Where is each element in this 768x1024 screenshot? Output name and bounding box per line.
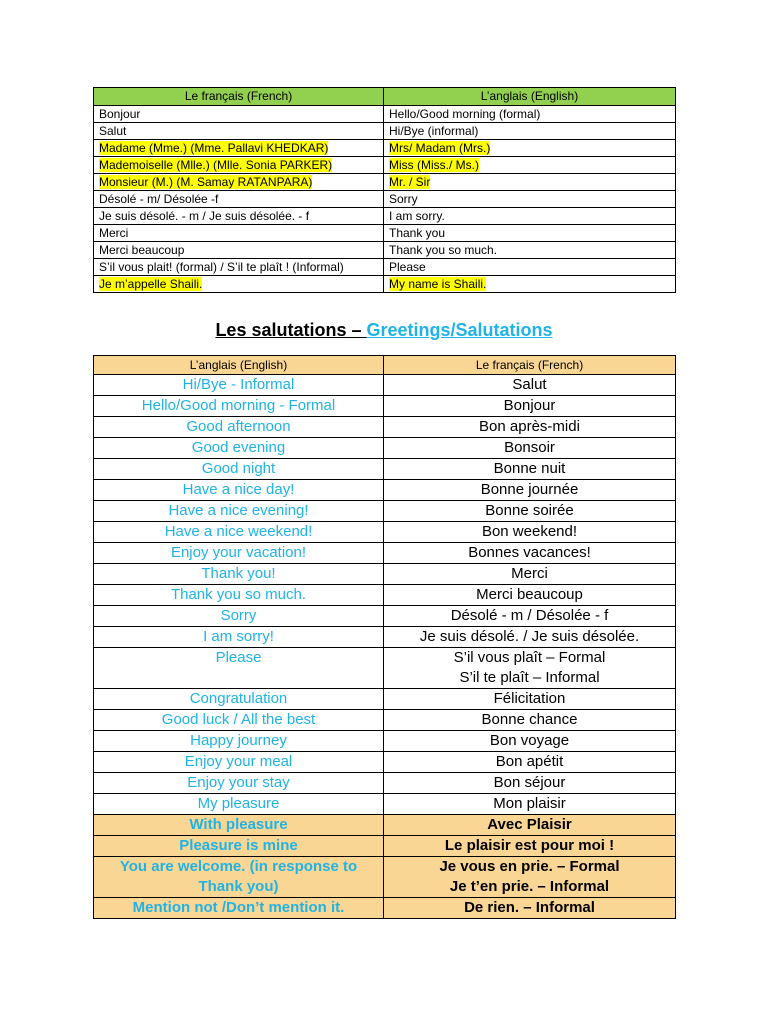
table-row — [94, 191, 676, 208]
cell-english — [94, 606, 384, 627]
cell-french — [384, 606, 676, 627]
table-row — [94, 773, 676, 794]
cell-english — [94, 857, 384, 898]
cell-text: Enjoy your meal — [184, 753, 293, 770]
cell-text: Pleasure is mine — [179, 837, 298, 854]
cell-french — [94, 276, 384, 293]
cell-text: Bon séjour — [493, 774, 566, 791]
cell-french — [384, 689, 676, 710]
cell-french — [94, 225, 384, 242]
cell-french — [384, 501, 676, 522]
cell-english — [94, 522, 384, 543]
cell-french — [94, 123, 384, 140]
cell-text: Avec Plaisir — [487, 816, 572, 833]
cell-french — [384, 438, 676, 459]
cell-english — [384, 242, 676, 259]
cell-english — [384, 191, 676, 208]
table-row — [94, 794, 676, 815]
table-row — [94, 157, 676, 174]
table-header-row — [94, 88, 676, 106]
cell-french — [384, 898, 676, 919]
cell-text: My pleasure — [197, 795, 280, 812]
table-row — [94, 731, 676, 752]
cell-text: Bonjour — [99, 106, 141, 121]
table-row — [94, 585, 676, 606]
cell-english — [94, 710, 384, 731]
cell-english — [94, 564, 384, 585]
cell-text: Je m’appelle Shaili. — [99, 276, 203, 291]
cell-text: Bonne chance — [481, 711, 578, 728]
cell-text: With pleasure — [189, 816, 288, 833]
cell-french — [94, 242, 384, 259]
cell-text-line2: S’il te plaît – Informal — [459, 669, 600, 686]
column-header-english: L’anglais (English) — [94, 356, 384, 375]
table-row — [94, 259, 676, 276]
table-row — [94, 480, 676, 501]
table-row — [94, 123, 676, 140]
table-row — [94, 606, 676, 627]
cell-text: S’il vous plait! (formal) / S’il te plaît ! (Informal) — [99, 259, 344, 274]
cell-text: Good night — [201, 460, 276, 477]
cell-text: Salut — [512, 376, 547, 393]
cell-text: Thank you — [389, 225, 446, 240]
table-row — [94, 225, 676, 242]
cell-english — [94, 773, 384, 794]
cell-text: Bonjour — [503, 397, 556, 414]
cell-text: De rien. – Informal — [464, 899, 595, 916]
cell-english — [94, 501, 384, 522]
cell-english — [94, 836, 384, 857]
cell-french — [94, 106, 384, 123]
table-row — [94, 501, 676, 522]
cell-french — [94, 191, 384, 208]
table-row — [94, 459, 676, 480]
title-english: Greetings/Salutations — [366, 320, 553, 340]
cell-text: Bonne nuit — [493, 460, 566, 477]
table-row — [94, 174, 676, 191]
table-row — [94, 648, 676, 689]
cell-text: Thank you so much. — [389, 242, 498, 257]
cell-english — [94, 543, 384, 564]
section-title — [0, 320, 768, 341]
cell-text: Je vous en prie. – Formal — [439, 858, 620, 875]
cell-text: Miss (Miss./ Ms.) — [389, 157, 479, 172]
cell-french — [384, 815, 676, 836]
table-row — [94, 417, 676, 438]
cell-text: Bon après-midi — [479, 418, 580, 435]
table-row — [94, 898, 676, 919]
cell-text: You are welcome. (in response to — [119, 858, 358, 875]
title-dash: – — [346, 320, 367, 340]
cell-text: Mr. / Sir — [389, 174, 431, 189]
cell-french — [94, 208, 384, 225]
cell-english — [94, 627, 384, 648]
cell-text: Madame (Mme.) (Mme. Pallavi KHEDKAR) — [99, 140, 329, 155]
cell-text: Have a nice weekend! — [164, 523, 313, 540]
cell-english — [384, 225, 676, 242]
cell-english — [384, 208, 676, 225]
cell-english — [94, 689, 384, 710]
cell-text: Enjoy your stay — [187, 774, 290, 791]
cell-english — [384, 157, 676, 174]
cell-text: Je suis désolé. - m / Je suis désolée. - f — [99, 208, 310, 223]
cell-french — [384, 375, 676, 396]
cell-french — [384, 773, 676, 794]
table-row — [94, 543, 676, 564]
cell-text: Happy journey — [190, 732, 287, 749]
cell-english — [384, 140, 676, 157]
title-french: Les salutations — [215, 320, 347, 340]
cell-text: Désolé - m / Désolée - f — [450, 607, 609, 624]
cell-french — [384, 543, 676, 564]
cell-english — [384, 259, 676, 276]
cell-french — [384, 459, 676, 480]
cell-french — [384, 731, 676, 752]
cell-text: Félicitation — [493, 690, 566, 707]
cell-text: Have a nice day! — [182, 481, 295, 498]
cell-text: Good evening — [191, 439, 286, 456]
cell-french — [384, 627, 676, 648]
cell-text: Bon weekend! — [481, 523, 578, 540]
cell-french — [384, 396, 676, 417]
table-row — [94, 752, 676, 773]
cell-english — [94, 898, 384, 919]
table-row — [94, 276, 676, 293]
table-row — [94, 242, 676, 259]
cell-text: Bon apétit — [495, 753, 564, 770]
cell-french — [384, 794, 676, 815]
cell-text: Monsieur (M.) (M. Samay RATANPARA) — [99, 174, 313, 189]
cell-english — [384, 276, 676, 293]
cell-text: Please — [215, 649, 262, 666]
cell-english — [94, 417, 384, 438]
cell-text: My name is Shaili. — [389, 276, 487, 291]
column-header-french: Le français (French) — [94, 88, 384, 106]
table-row — [94, 836, 676, 857]
table-row — [94, 438, 676, 459]
table-row — [94, 815, 676, 836]
cell-english — [384, 106, 676, 123]
cell-text: Hello/Good morning (formal) — [389, 106, 541, 121]
cell-text-line2: Je t’en prie. – Informal — [449, 878, 610, 895]
table-row — [94, 564, 676, 585]
cell-text: Désolé - m/ Désolée -f — [99, 191, 219, 206]
cell-text: Sorry — [389, 191, 418, 206]
cell-text-line2: Thank you) — [198, 878, 279, 895]
cell-text: Sorry — [220, 607, 257, 624]
table-row — [94, 522, 676, 543]
cell-french — [384, 648, 676, 689]
cell-text: Hi/Bye - Informal — [182, 376, 295, 393]
cell-english — [94, 375, 384, 396]
cell-english — [94, 585, 384, 606]
cell-text: Mention not /Don’t mention it. — [132, 899, 345, 916]
cell-french — [384, 522, 676, 543]
table-header-row — [94, 356, 676, 375]
cell-text: Merci — [99, 225, 129, 240]
cell-english — [94, 459, 384, 480]
cell-text: Hi/Bye (informal) — [389, 123, 479, 138]
cell-text: Good afternoon — [186, 418, 291, 435]
cell-english — [94, 480, 384, 501]
cell-french — [94, 259, 384, 276]
table-row — [94, 396, 676, 417]
cell-english — [94, 794, 384, 815]
cell-text: Mon plaisir — [493, 795, 566, 812]
cell-text: Good luck / All the best — [161, 711, 316, 728]
greetings-table-english-french — [93, 355, 676, 919]
cell-text: Congratulation — [189, 690, 288, 707]
table-row — [94, 375, 676, 396]
cell-english — [94, 752, 384, 773]
cell-english — [384, 174, 676, 191]
cell-text: Merci beaucoup — [476, 586, 583, 603]
table-row — [94, 140, 676, 157]
cell-french — [384, 752, 676, 773]
cell-english — [94, 648, 384, 689]
cell-text: Mrs/ Madam (Mrs.) — [389, 140, 491, 155]
table-row — [94, 857, 676, 898]
table-row — [94, 689, 676, 710]
cell-english — [94, 438, 384, 459]
column-header-french: Le français (French) — [384, 356, 676, 375]
column-header-english: L’anglais (English) — [384, 88, 676, 106]
cell-text: Bonsoir — [504, 439, 555, 456]
cell-text: Bon voyage — [489, 732, 570, 749]
cell-french — [94, 174, 384, 191]
cell-french — [384, 417, 676, 438]
cell-text: Hello/Good morning - Formal — [141, 397, 336, 414]
cell-french — [384, 564, 676, 585]
cell-text: Thank you! — [201, 565, 276, 582]
cell-text: Have a nice evening! — [168, 502, 309, 519]
cell-text: S’il vous plaît – Formal — [453, 649, 606, 666]
table-row — [94, 106, 676, 123]
cell-french — [384, 836, 676, 857]
table-row — [94, 710, 676, 731]
cell-text: Merci beaucoup — [99, 242, 185, 257]
cell-french — [384, 710, 676, 731]
cell-french — [94, 140, 384, 157]
cell-english — [94, 731, 384, 752]
cell-text: Bonne soirée — [485, 502, 574, 519]
cell-text: I am sorry! — [203, 628, 274, 645]
cell-english — [94, 396, 384, 417]
cell-text: Please — [389, 259, 426, 274]
cell-text: Le plaisir est pour moi ! — [444, 837, 615, 854]
cell-text: Mademoiselle (Mlle.) (Mlle. Sonia PARKER) — [99, 157, 333, 172]
cell-french — [94, 157, 384, 174]
vocabulary-table-french-english — [93, 87, 676, 293]
cell-english — [384, 123, 676, 140]
cell-text: Enjoy your vacation! — [170, 544, 307, 561]
cell-text: Bonnes vacances! — [468, 544, 591, 561]
table-row — [94, 208, 676, 225]
cell-french — [384, 857, 676, 898]
cell-french — [384, 480, 676, 501]
table-row — [94, 627, 676, 648]
cell-text: Merci — [511, 565, 548, 582]
cell-text: Je suis désolé. / Je suis désolée. — [419, 628, 640, 645]
cell-text: I am sorry. — [389, 208, 445, 223]
cell-english — [94, 815, 384, 836]
cell-text: Salut — [99, 123, 127, 138]
cell-text: Bonne journée — [480, 481, 579, 498]
cell-text: Thank you so much. — [170, 586, 307, 603]
cell-french — [384, 585, 676, 606]
